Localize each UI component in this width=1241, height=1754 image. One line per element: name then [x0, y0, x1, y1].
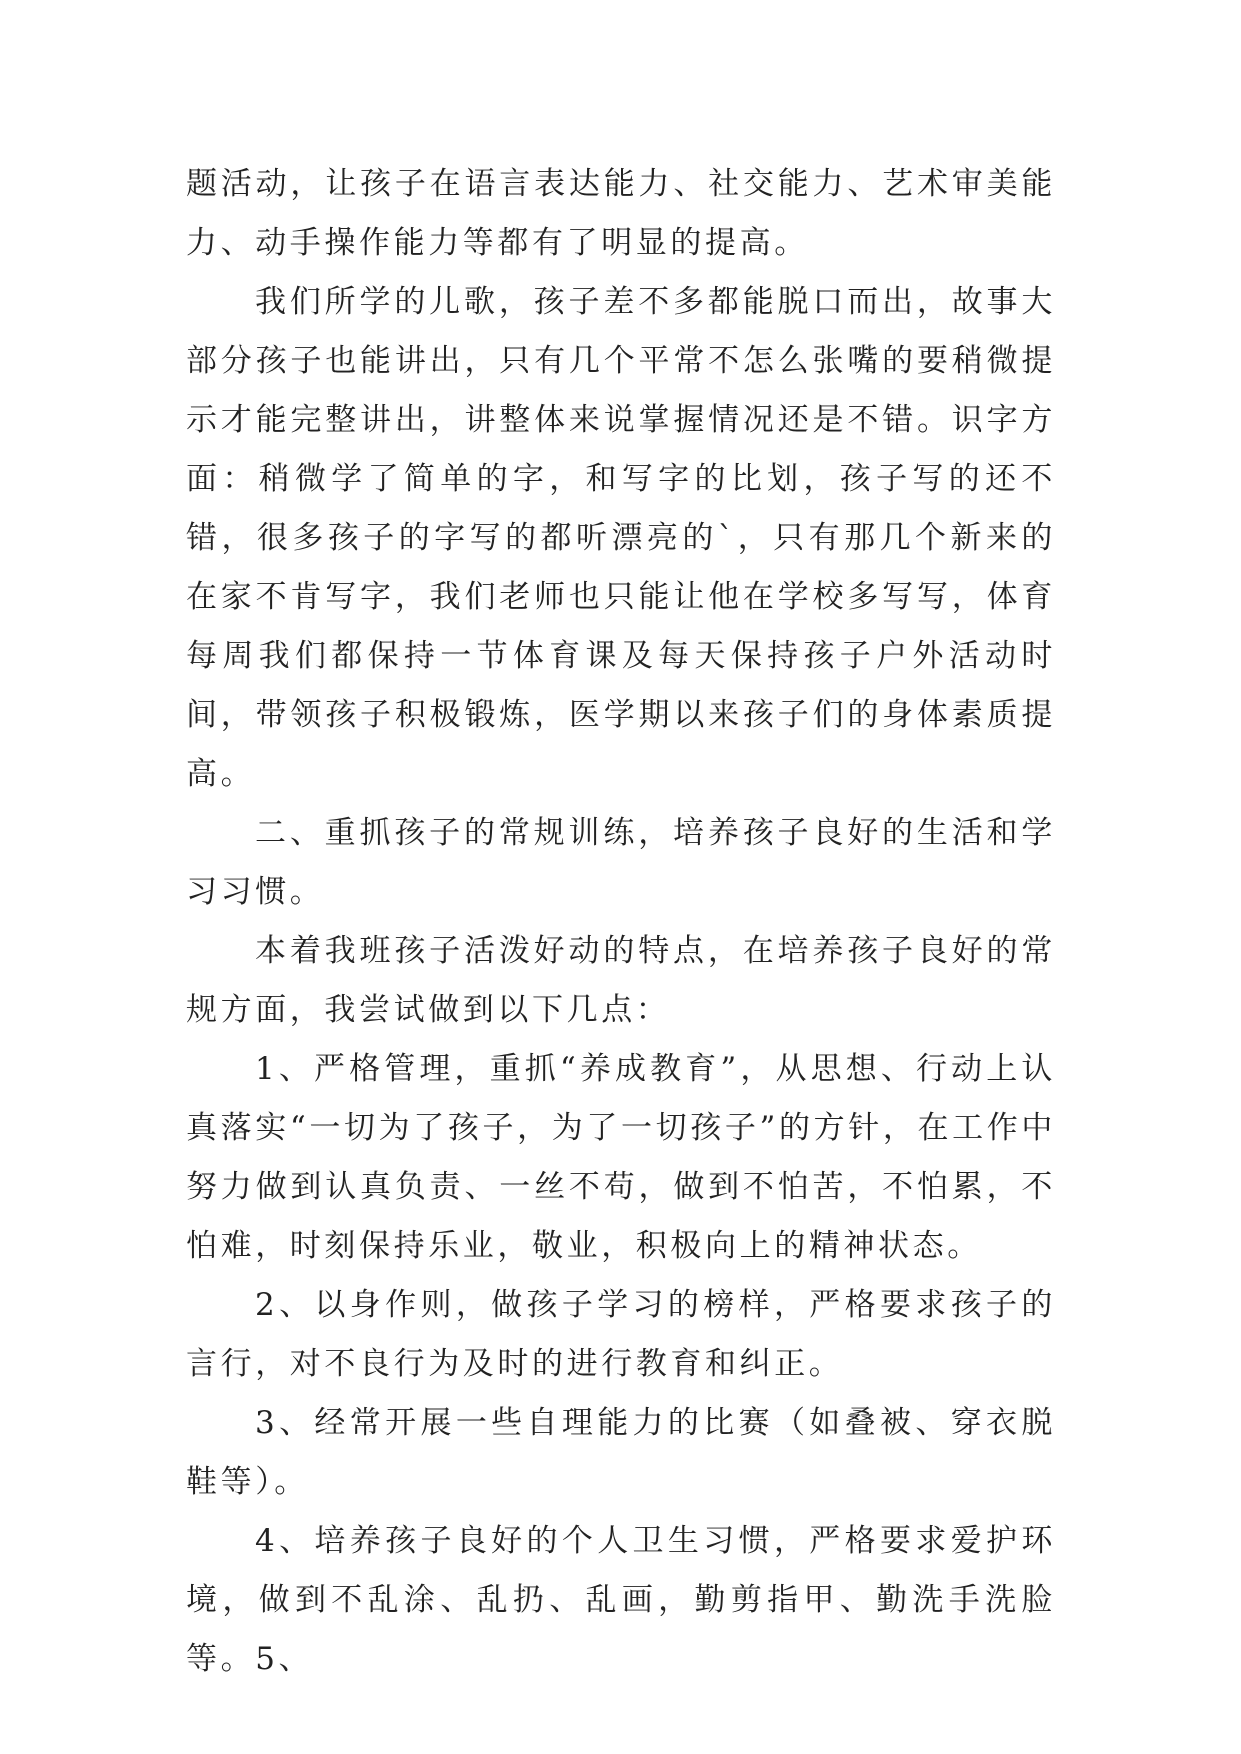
paragraph-continuation: 题活动，让孩子在语言表达能力、社交能力、艺术审美能力、动手操作能力等都有了明显的提高。: [186, 166, 1056, 261]
section-heading-routine-training: 二、重抓孩子的常规训练，培养孩子良好的生活和学习习惯。: [186, 815, 1056, 910]
paragraph-nursery-rhymes-literacy-pe: 我们所学的儿歌，孩子差不多都能脱口而出，故事大部分孩子也能讲出，只有几个平常不怎么张嘴的要稍微提示才能完整讲出，讲整体来说掌握情况还是不错。识字方面：稍微学了简单的字，和写字的比划，孩子写的还不错，很多孩子的字写的都听漂亮的`，只有那几个新来的在家不肯写字，我们老师也只能让他在学校多写写，体育 每周我们都保持一节体育课及每天保持孩子户外活动时间，带领孩子积极锻炼，医学期以来孩子们的身体素质提高。: [186, 284, 1056, 792]
list-item-1-strict-management: 1、严格管理，重抓“养成教育”，从思想、行动上认真落实“一切为了孩子，为了一切孩子”的方针，在工作中努力做到认真负责、一丝不苟，做到不怕苦，不怕累，不怕难，时刻保持乐业，敬业，积极向上的精神状态。: [186, 1051, 1056, 1264]
list-item-2-lead-by-example: 2、以身作则，做孩子学习的榜样，严格要求孩子的言行，对不良行为及时的进行教育和纠正。: [186, 1287, 1056, 1382]
document-body: [186, 155, 1056, 1689]
paragraph-routine-intro: 本着我班孩子活泼好动的特点，在培养孩子良好的常规方面，我尝试做到以下几点：: [186, 933, 1056, 1028]
list-item-3-self-care-contests: 3、经常开展一些自理能力的比赛（如叠被、穿衣脱鞋等）。: [186, 1405, 1056, 1500]
list-item-4-hygiene-habits: 4、培养孩子良好的个人卫生习惯，严格要求爱护环境，做到不乱涂、乱扔、乱画，勤剪指甲、勤洗手洗脸等。5、: [186, 1523, 1056, 1677]
